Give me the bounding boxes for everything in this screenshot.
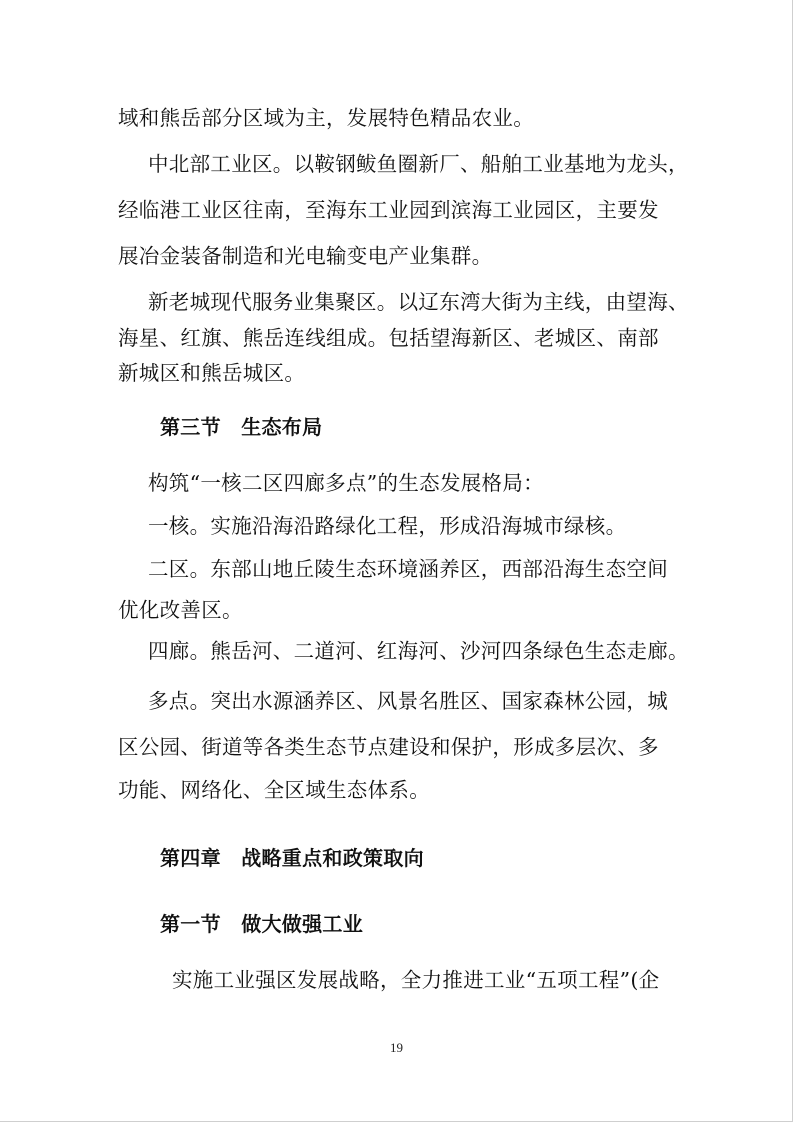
page-number: 19 bbox=[390, 1040, 403, 1055]
paragraph-line: 域和熊岳部分区域为主，发展特色精品农业。 bbox=[118, 106, 534, 130]
paragraph-line: 区公园、街道等各类生态节点建设和保护，形成多层次、多 bbox=[118, 735, 659, 759]
paragraph-line: 实施工业强区发展战略，全力推进工业“五项工程”(企 bbox=[172, 968, 660, 992]
paragraph-line: 展冶金装备制造和光电输变电产业集群。 bbox=[118, 244, 493, 268]
paragraph-line: 新城区和熊岳城区。 bbox=[118, 361, 306, 385]
section-heading: 第三节 生态布局 bbox=[160, 415, 323, 439]
paragraph-line: 四廊。熊岳河、二道河、红海河、沙河四条绿色生态走廊。 bbox=[148, 639, 689, 663]
paragraph-line: 新老城现代服务业集聚区。以辽东湾大街为主线，由望海、 bbox=[148, 290, 689, 314]
paragraph-line: 多点。突出水源涵养区、风景名胜区、国家森林公园，城 bbox=[148, 689, 668, 713]
paragraph-line: 一核。实施沿海沿路绿化工程，形成沿海城市绿核。 bbox=[148, 514, 627, 538]
paragraph-line: 海星、红旗、熊岳连线组成。包括望海新区、老城区、南部 bbox=[118, 326, 659, 350]
paragraph-line: 经临港工业区往南，至海东工业园到滨海工业园区，主要发 bbox=[118, 198, 659, 222]
paragraph-line: 功能、网络化、全区域生态体系。 bbox=[118, 778, 430, 802]
chapter-heading: 第四章 战略重点和政策取向 bbox=[160, 846, 424, 870]
paragraph-line: 优化改善区。 bbox=[118, 598, 243, 622]
section-heading: 第一节 做大做强工业 bbox=[160, 912, 363, 936]
paragraph-line: 中北部工业区。以鞍钢鲅鱼圈新厂、船舶工业基地为龙头， bbox=[148, 152, 689, 176]
paragraph-line: 二区。东部山地丘陵生态环境涵养区，西部沿海生态空间 bbox=[148, 557, 668, 581]
paragraph-line: 构筑“一核二区四廊多点”的生态发展格局： bbox=[148, 471, 544, 495]
